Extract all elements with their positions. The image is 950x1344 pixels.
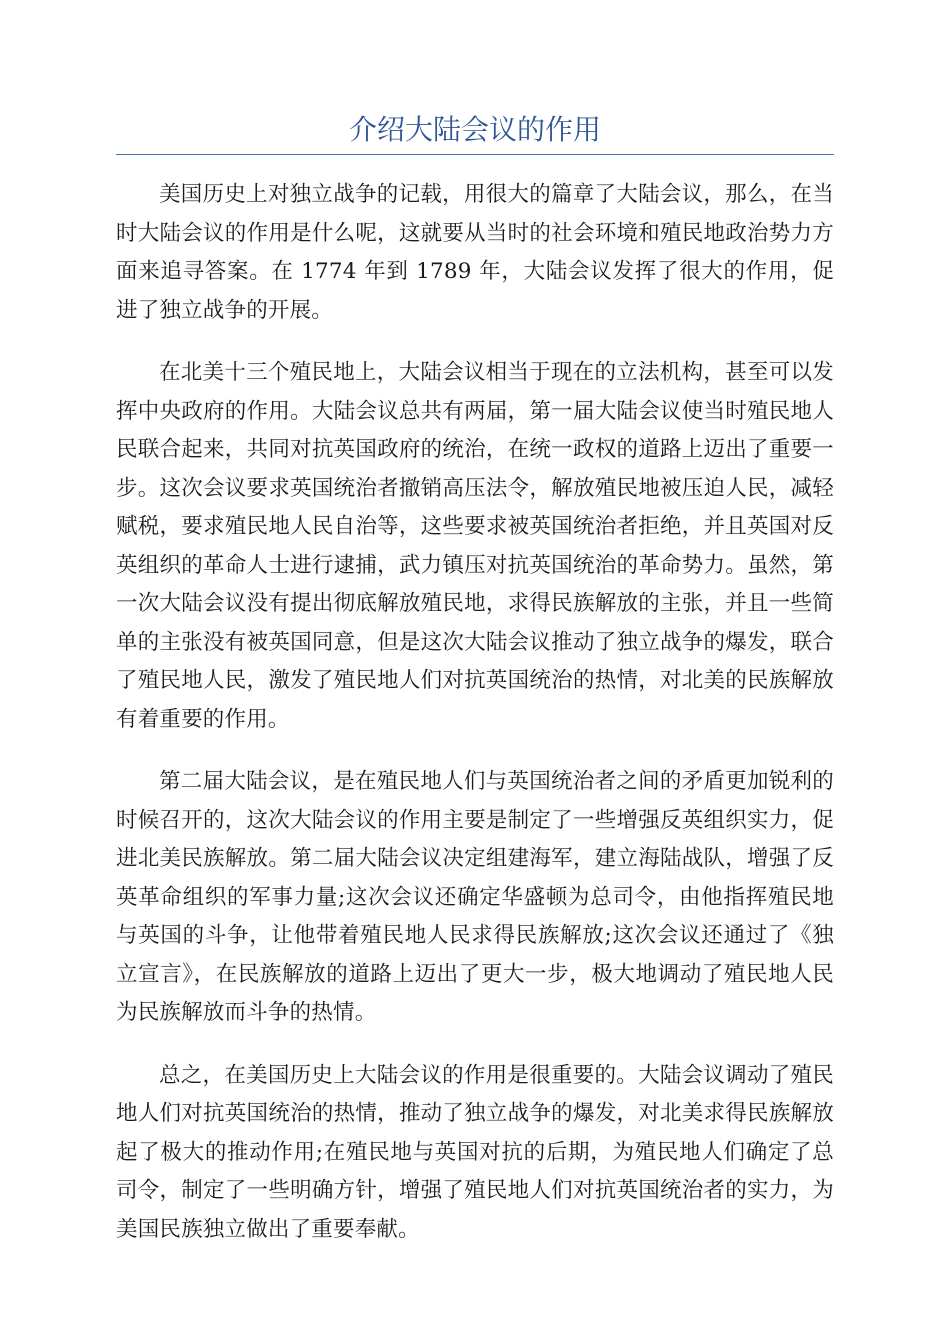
paragraph-3: 第二届大陆会议，是在殖民地人们与英国统治者之间的矛盾更加锐利的时候召开的，这次大陆会议的作用主要是制定了一些增强反英组织实力，促进北美民族解放。第二届大陆会议决定组建海军，建立海陆战队，增强了反英革命组织的军事力量;这次会议还确定华盛顿为总司令，由他指挥殖民地与英国的斗争，让他带着殖民地人民求得民族解放;这次会议还通过了《独立宣言》，在民族解放的道路上迈出了更大一步，极大地调动了殖民地人民为民族解放而斗争的热情。 (116, 769, 834, 1025)
page-title: 介绍大陆会议的作用 (348, 113, 601, 146)
paragraph-1: 美国历史上对独立战争的记载，用很大的篇章了大陆会议，那么，在当时大陆会议的作用是什么呢，这就要从当时的社会环境和殖民地政治势力方面来追寻答案。在 1774 年到 1789 年，大陆会议发挥了很大的作用，促进了独立战争的开展。 (116, 182, 834, 323)
document-body (116, 176, 834, 1273)
paragraph-2: 在北美十三个殖民地上，大陆会议相当于现在的立法机构，甚至可以发挥中央政府的作用。大陆会议总共有两届，第一届大陆会议使当时殖民地人民联合起来，共同对抗英国政府的统治，在统一政权的道路上迈出了重要一步。这次会议要求英国统治者撤销高压法令，解放殖民地被压迫人民，减轻赋税，要求殖民地人民自治等，这些要求被英国统治者拒绝，并且英国对反英组织的革命人士进行逮捕，武力镇压对抗英国统治的革命势力。虽然，第一次大陆会议没有提出彻底解放殖民地，求得民族解放的主张，并且一些简单的主张没有被英国同意，但是这次大陆会议推动了独立战争的爆发，联合了殖民地人民，激发了殖民地人们对抗英国统治的热情，对北美的民族解放有着重要的作用。 (116, 360, 834, 732)
paragraph-4: 总之，在美国历史上大陆会议的作用是很重要的。大陆会议调动了殖民地人们对抗英国统治的热情，推动了独立战争的爆发，对北美求得民族解放起了极大的推动作用;在殖民地与英国对抗的后期，为殖民地人们确定了总司令，制定了一些明确方针，增强了殖民地人们对抗英国统治者的实力，为美国民族独立做出了重要奉献。 (116, 1062, 834, 1242)
title-underline (116, 154, 834, 155)
